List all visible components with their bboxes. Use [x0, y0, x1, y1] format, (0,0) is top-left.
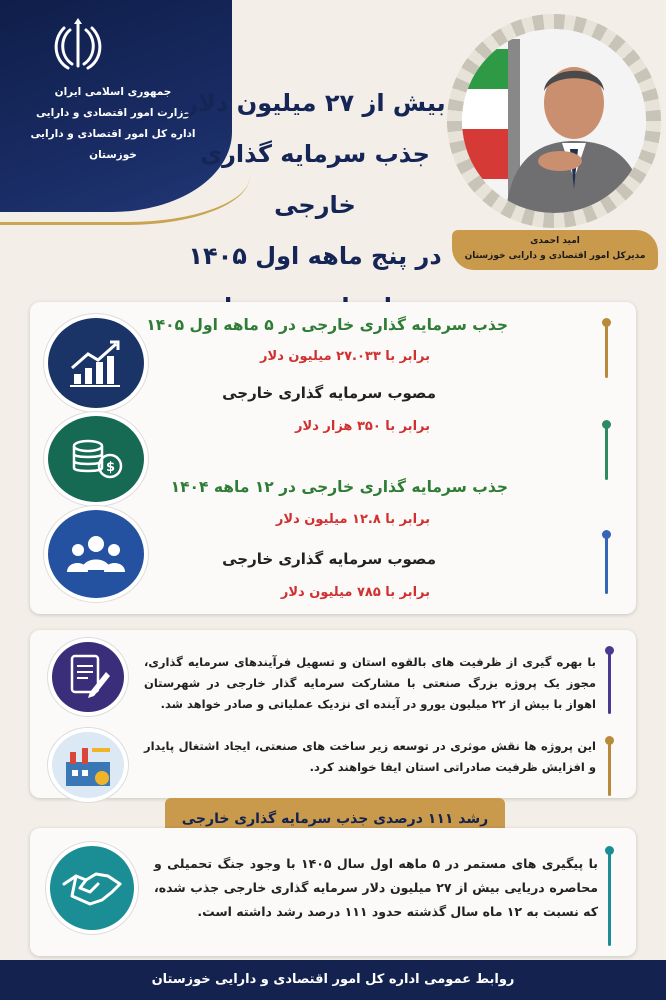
- coins-dollar-icon: [48, 416, 144, 502]
- impact-paragraph: این پروژه ها نقش موثری در توسعه زیر ساخت های صنعتی، ایجاد اشتغال پایدار و افزایش ظرفیت صادراتی استان ایفا خواهند کرد.: [144, 739, 596, 774]
- approved-label-1: مصوب سرمایه گذاری خارجی: [222, 384, 436, 402]
- growth-title: رشد ۱۱۱ درصدی جذب سرمایه گذاری خارجی: [165, 798, 505, 840]
- para-accent-bar-2: [608, 740, 611, 796]
- headline-line-2: جذب سرمایه گذاری خارجی: [200, 140, 430, 219]
- org-line-ministry: وزارت امور اقتصادی و دارایی: [36, 107, 190, 119]
- official-name-plate: [452, 230, 658, 270]
- stat-heading-1405: جذب سرمایه گذاری خارجی در ۵ ماهه اول ۱۴۰۵: [146, 316, 508, 334]
- org-line-office: اداره کل امور اقتصادی و دارایی خوزستان: [30, 128, 196, 161]
- stat-value-1405: [260, 349, 430, 364]
- growth-accent-bar: [608, 850, 611, 946]
- footer-bar: [0, 960, 666, 1000]
- stat-value-1404: [276, 512, 430, 527]
- stat-accent-bar-1: [605, 322, 608, 378]
- headline: [170, 78, 460, 333]
- stat-heading-1404: جذب سرمایه گذاری خارجی در ۱۲ ماهه ۱۴۰۴: [170, 478, 508, 496]
- people-group-icon: [48, 510, 144, 598]
- approved-value-2-text: برابر با ۷۸۵ میلیون دلار: [280, 585, 430, 600]
- official-name: امید احمدی: [530, 236, 580, 246]
- industrial-building-icon: [52, 732, 124, 798]
- headline-line-1: بیش از ۲۷ میلیون دلار: [184, 89, 446, 117]
- growth-chart-icon: [48, 318, 144, 408]
- para-accent-dot-1: [605, 646, 614, 655]
- iran-emblem-icon: [50, 18, 106, 74]
- approved-value-1: [295, 419, 430, 434]
- org-line-country: جمهوری اسلامی ایران: [54, 86, 172, 98]
- portrait-photo: [462, 29, 646, 213]
- growth-paragraph: با پیگیری های مستمر در ۵ ماهه اول سال ۱۴۰۵ با وجود جنگ تحمیلی و محاصره دریایی بیش از ۲۷ میلیون دلار سرمایه گذاری خارجی جذب شده، که نسبت به ۱۲ ماه سال گذشته حدود ۱۱۱ درصد رشد داشته است.: [154, 856, 598, 919]
- stat-accent-dot-1: [602, 318, 611, 327]
- handshake-icon: [50, 846, 134, 930]
- headline-line-3: در پنج ماهه اول ۱۴۰۵: [188, 242, 442, 270]
- growth-accent-dot: [605, 846, 614, 855]
- stat-accent-bar-2: [605, 424, 608, 480]
- svg-text:$: $: [106, 460, 116, 475]
- approved-value-1-text: برابر با ۳۵۰ هزار دلار: [295, 419, 430, 434]
- approved-value-2: [281, 585, 430, 600]
- official-portrait-image: [462, 29, 646, 213]
- stat-accent-bar-3: [605, 534, 608, 594]
- footer-text: روابط عمومی اداره کل امور اقتصادی و دارایی خوزستان: [151, 972, 515, 987]
- stat-accent-dot-2: [602, 420, 611, 429]
- document-edit-icon: [52, 642, 124, 712]
- stat-value-1404-text: برابر با ۱۲.۸ میلیون دلار: [275, 512, 430, 527]
- para-accent-dot-2: [605, 736, 614, 745]
- project-paragraph: با بهره گیری از ظرفیت های بالقوه استان و تسهیل فرآیندهای سرمایه گذاری، مجوز یک پروژه بزرگ صنعتی با مشارکت سرمایه گذار خارجی در شهرستان اهواز با بیش از ۲۲ میلیون یورو در آینده ای نزدیک عملیاتی و صادر خواهد شد.: [144, 655, 596, 711]
- stat-accent-dot-3: [602, 530, 611, 539]
- official-title: مدیرکل امور اقتصادی و دارایی خوزستان: [464, 251, 646, 261]
- para-accent-bar-1: [608, 650, 611, 714]
- approved-label-2: مصوب سرمایه گذاری خارجی: [222, 550, 436, 568]
- stat-value-1405-text: برابر با ۲۷.۰۳۳ میلیون دلار: [260, 349, 430, 364]
